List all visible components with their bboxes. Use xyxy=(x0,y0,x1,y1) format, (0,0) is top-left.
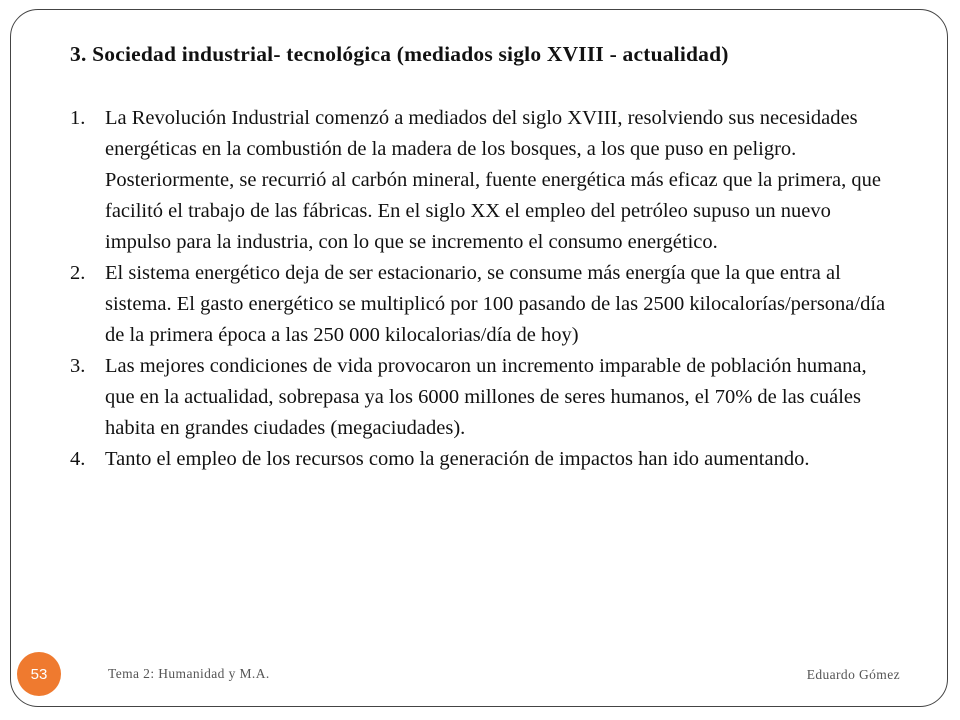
slide-title: 3. Sociedad industrial- tecnológica (mediados siglo XVIII - actualidad) xyxy=(70,42,729,66)
page-number: 53 xyxy=(30,665,48,683)
list-item xyxy=(70,103,900,258)
list-item-number: 4. xyxy=(70,448,86,470)
page-number-badge xyxy=(17,652,61,696)
list-item xyxy=(70,258,900,351)
list-item-number: 3. xyxy=(70,355,86,377)
list-item-number: 1. xyxy=(70,107,86,129)
list-item-text: Las mejores condiciones de vida provocaron un incremento imparable de población humana, que en la actualidad, sobrepasa ya los 6000 millones de seres humanos, el 70% de las cuáles habita en grandes ciudades (megaciudades). xyxy=(105,355,867,439)
footer-topic: Tema 2: Humanidad y M.A. xyxy=(108,666,270,681)
list-item-text: La Revolución Industrial comenzó a mediados del siglo XVIII, resolviendo sus necesidades energéticas en la combustión de la madera de los bosques, a los que puso en peligro. Posteriormente, se recurrió al carbón mineral, fuente energética más eficaz que la primera, que facilitó el trabajo de las fábricas. En el siglo XX el empleo del petróleo supuso un nuevo impulso para la industria, con lo que se incremento el consumo energético. xyxy=(105,107,881,253)
footer-author: Eduardo Gómez xyxy=(806,667,900,682)
numbered-list xyxy=(70,103,900,475)
list-item xyxy=(70,351,900,444)
list-item-text: El sistema energético deja de ser estacionario, se consume más energía que la que entra al sistema. El gasto energético se multiplicó por 100 pasando de las 2500 kilocalorías/persona/día de la primera época a las 250 000 kilocalorias/día de hoy) xyxy=(105,262,886,346)
list-item-number: 2. xyxy=(70,262,86,284)
list-item xyxy=(70,444,900,475)
list-item-text: Tanto el empleo de los recursos como la generación de impactos han ido aumentando. xyxy=(105,448,810,470)
